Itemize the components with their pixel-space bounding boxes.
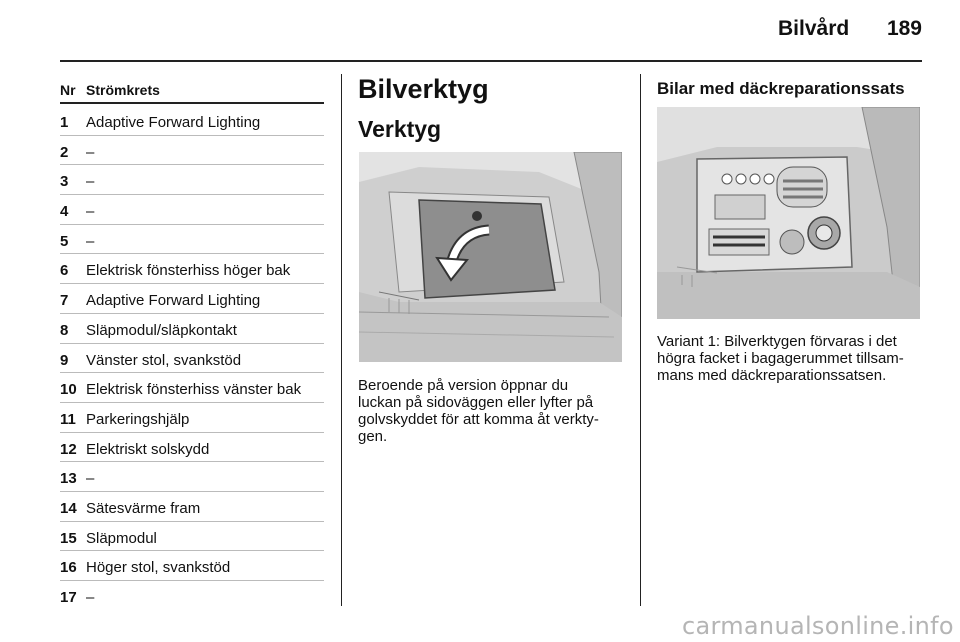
column-divider-left <box>341 74 342 606</box>
fuse-circuit: Parkeringshjälp <box>86 410 190 428</box>
table-row <box>60 344 324 374</box>
table-row <box>60 373 324 403</box>
paragraph-line: högra facket i bagagerummet tillsam- <box>657 350 904 367</box>
fuse-circuit: – <box>86 232 95 250</box>
paragraph-line: gen. <box>358 428 388 445</box>
fuse-number: 9 <box>60 351 69 369</box>
watermark: carmanualsonline.info <box>682 612 954 640</box>
fuse-circuit: – <box>86 173 95 191</box>
fuse-circuit: Sätesvärme fram <box>86 499 201 517</box>
fuse-number: 2 <box>60 143 69 161</box>
fuse-circuit: Elektriskt solskydd <box>86 440 210 458</box>
fuse-circuit: – <box>86 203 95 221</box>
table-row <box>60 581 324 610</box>
fuse-number: 4 <box>60 203 69 221</box>
fuse-circuit: – <box>86 143 95 161</box>
table-row <box>60 195 324 225</box>
fuse-number: 13 <box>60 470 77 488</box>
fuse-circuit: – <box>86 589 95 606</box>
fuse-number: 16 <box>60 559 77 577</box>
table-row <box>60 492 324 522</box>
middle-paragraph <box>358 377 626 445</box>
fuse-circuit: Elektrisk fönsterhiss höger bak <box>86 262 291 280</box>
fuse-number: 8 <box>60 321 69 339</box>
header-rule <box>60 60 922 62</box>
fuse-circuit: Elektrisk fönsterhiss vänster bak <box>86 381 302 399</box>
fuse-circuit: Höger stol, svankstöd <box>86 559 231 577</box>
paragraph-line: Variant 1: Bilverktygen förvaras i det <box>657 333 897 350</box>
fuse-circuit: Adaptive Forward Lighting <box>86 114 261 131</box>
tyre-repair-kit-illustration <box>657 107 920 319</box>
fuse-number: 11 <box>60 410 76 428</box>
paragraph-line: luckan på sidoväggen eller lyfter på <box>358 394 594 411</box>
table-row <box>60 225 324 255</box>
fuse-circuit: – <box>86 470 95 488</box>
fuse-number: 3 <box>60 173 69 191</box>
subheading-verktyg: Verktyg <box>358 116 442 142</box>
table-row <box>60 254 324 284</box>
fuse-number: 1 <box>60 114 69 131</box>
paragraph-line: golvskyddet för att komma åt verkty- <box>358 411 599 428</box>
fuse-number: 14 <box>60 499 77 517</box>
fuse-number: 7 <box>60 292 69 310</box>
trunk-side-panel-illustration <box>359 152 622 362</box>
paragraph-line: mans med däckreparationssatsen. <box>657 367 887 384</box>
heading-bilverktyg: Bilverktyg <box>358 74 489 104</box>
section-title: Bilvård <box>778 17 850 40</box>
table-row <box>60 314 324 344</box>
fuse-number: 15 <box>60 529 77 547</box>
column-divider-right <box>640 74 641 606</box>
fuse-number: 12 <box>60 440 77 458</box>
fuse-circuit: Släpmodul <box>86 529 157 547</box>
table-row <box>60 551 324 581</box>
table-row <box>60 462 324 492</box>
fuse-circuit: Släpmodul/släpkontakt <box>86 321 237 339</box>
table-row <box>60 284 324 314</box>
fuse-number: 6 <box>60 262 69 280</box>
table-row <box>60 136 324 166</box>
fuse-circuit: Vänster stol, svankstöd <box>86 351 242 369</box>
fuse-circuit: Adaptive Forward Lighting <box>86 292 261 310</box>
heading-tyre-repair-kit: Bilar med däckreparationssats <box>657 79 905 98</box>
fuse-number: 17 <box>60 589 77 606</box>
fuse-table-header <box>60 82 324 104</box>
fuse-table <box>60 82 324 610</box>
fuse-table-body <box>60 104 324 610</box>
table-row <box>60 165 324 195</box>
fuse-number: 10 <box>60 381 77 399</box>
table-row <box>60 403 324 433</box>
page-number: 189 <box>886 17 922 40</box>
fuse-number: 5 <box>60 232 69 250</box>
table-row <box>60 106 324 136</box>
page-header <box>0 0 960 62</box>
paragraph-line: Beroende på version öppnar du <box>358 377 569 394</box>
col-header-circuit: Strömkrets <box>86 82 160 98</box>
right-paragraph <box>657 333 925 384</box>
table-row <box>60 433 324 463</box>
table-row <box>60 522 324 552</box>
col-header-nr: Nr <box>60 82 76 98</box>
